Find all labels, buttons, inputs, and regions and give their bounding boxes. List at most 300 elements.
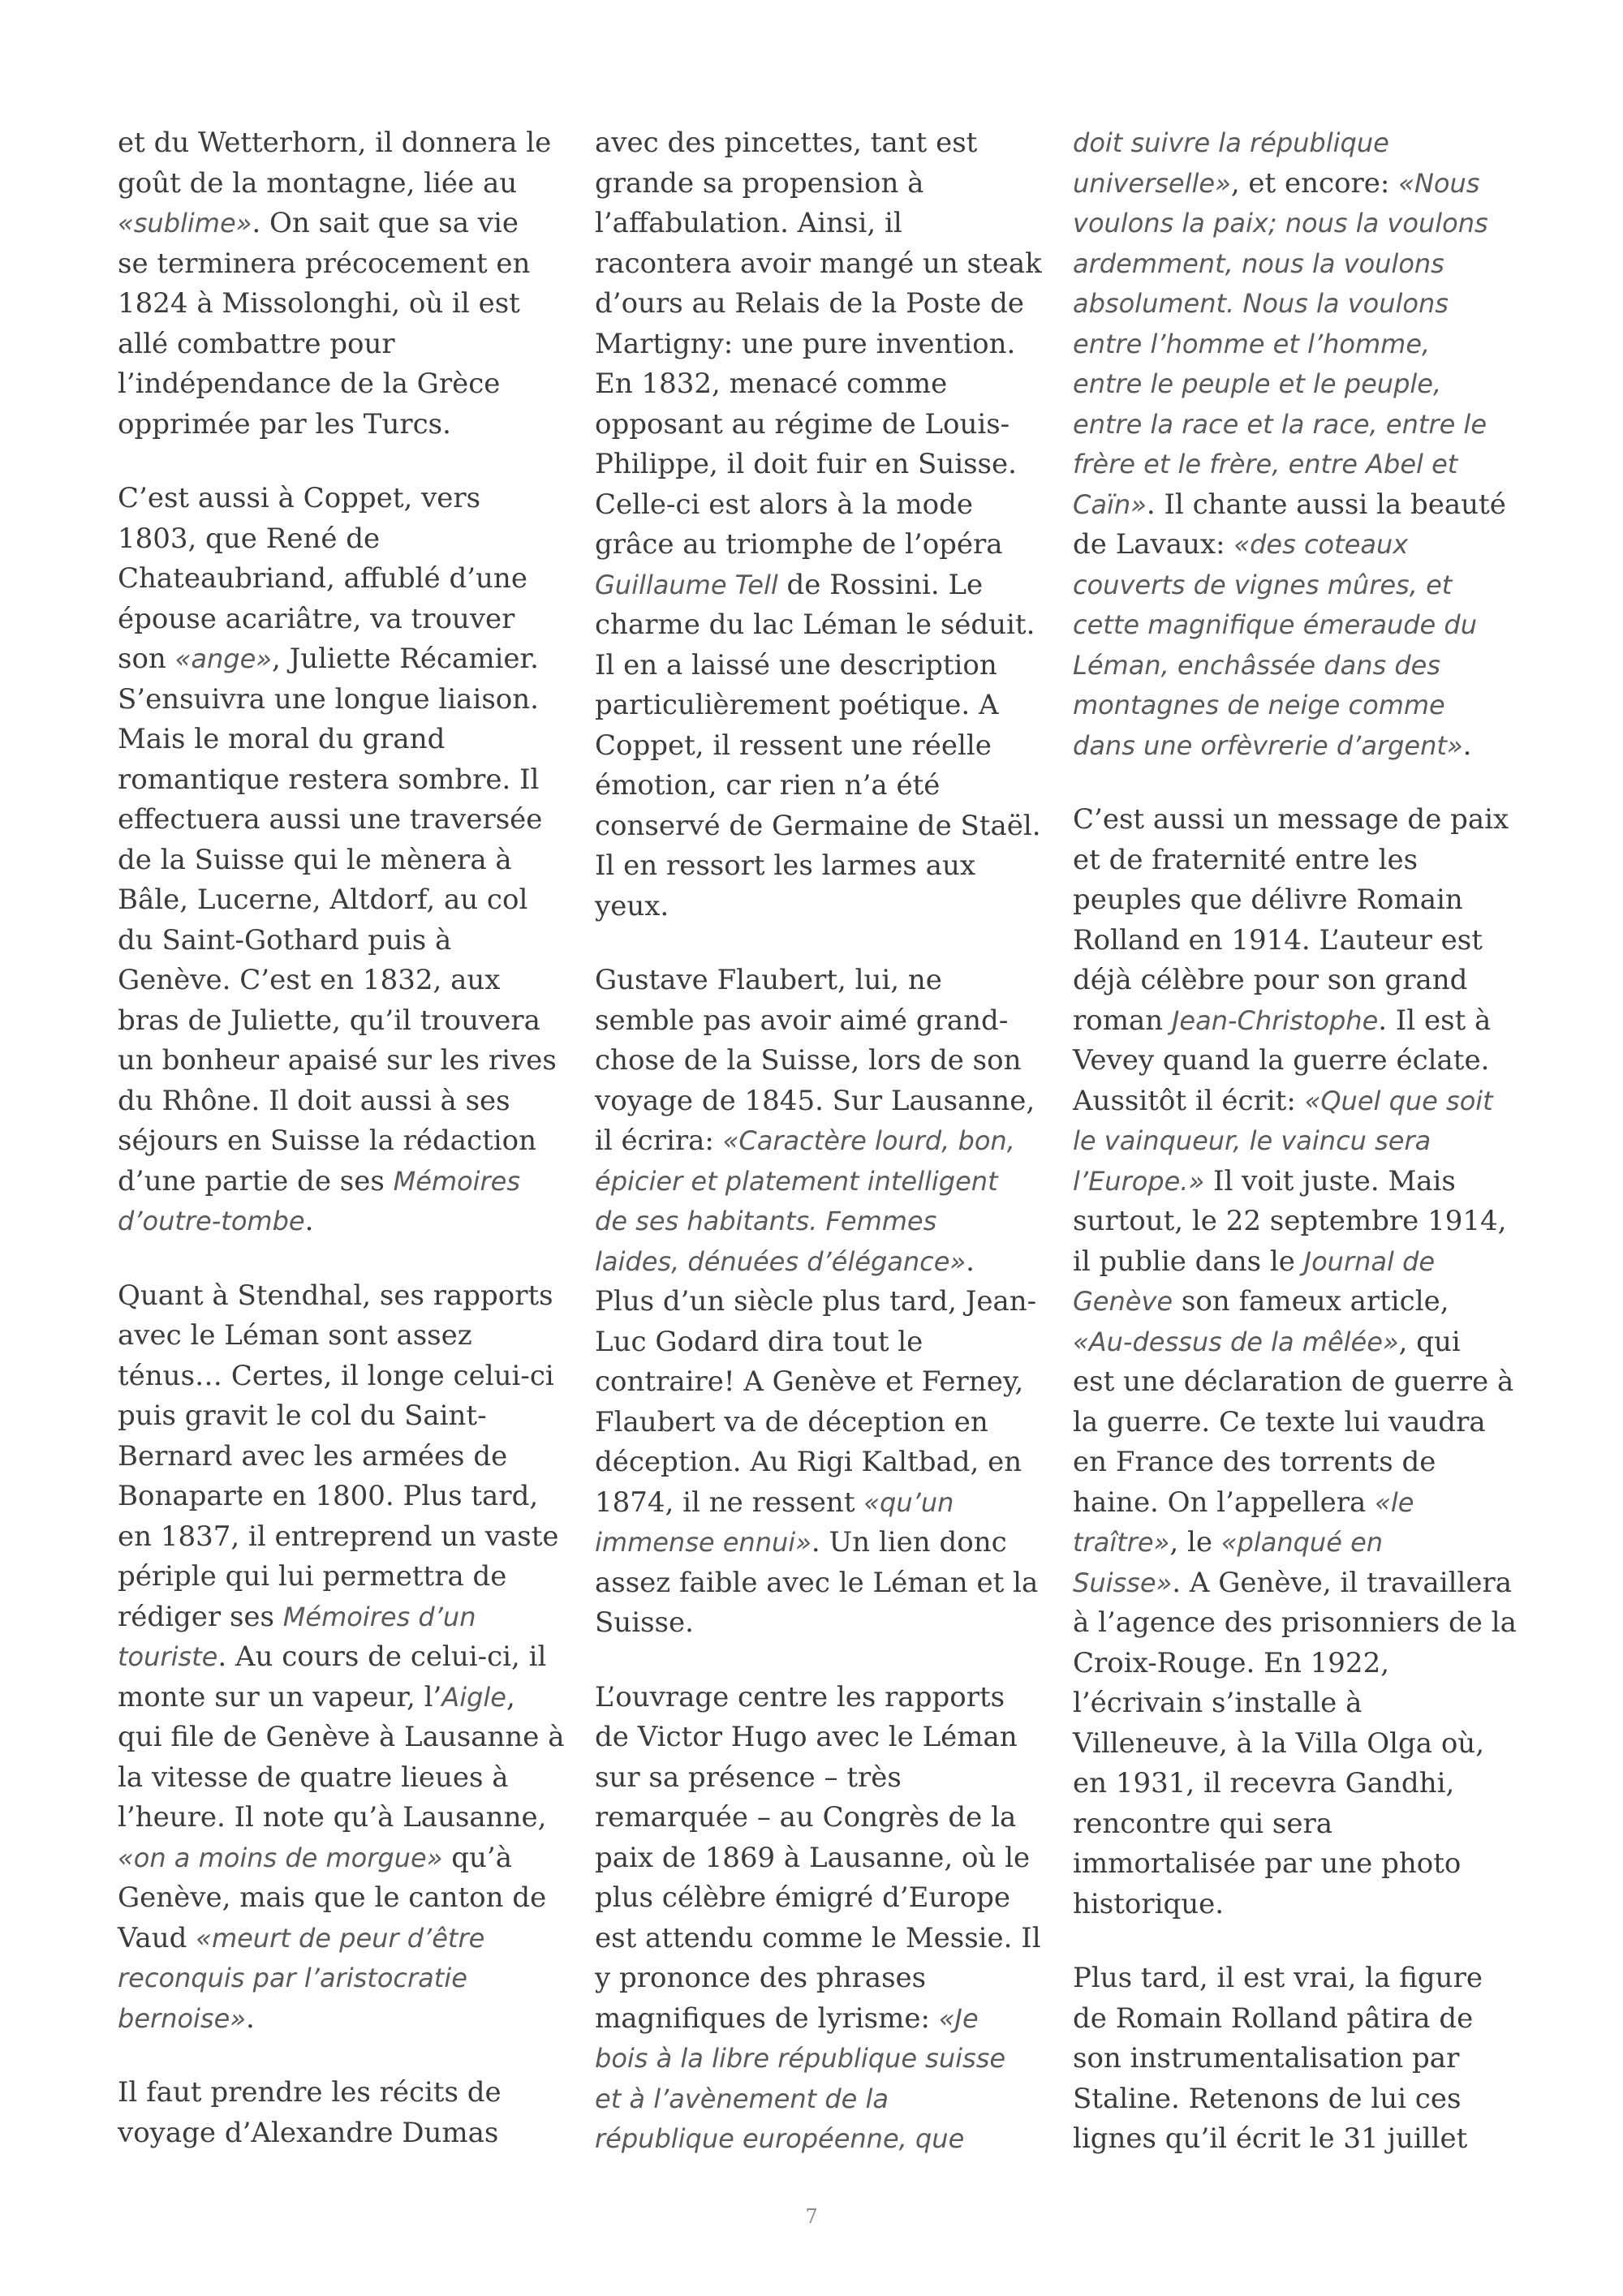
text-line bbox=[595, 1041, 1042, 1081]
italic-text: Léman, enchâssée dans des bbox=[1073, 649, 1440, 681]
text-line bbox=[1073, 164, 1517, 204]
text-run: . bbox=[1462, 729, 1472, 762]
text-run: ténus… Certes, il longe celui-ci bbox=[118, 1359, 554, 1392]
text-line bbox=[1073, 1603, 1517, 1644]
text-run: contraire! A Genève et Ferney, bbox=[595, 1365, 1024, 1398]
text-line bbox=[595, 2079, 1042, 2120]
text-run: Martigny: une pure invention. bbox=[595, 327, 1016, 360]
text-line bbox=[1073, 1162, 1517, 1202]
text-line bbox=[595, 204, 1042, 244]
text-line bbox=[118, 639, 565, 680]
text-line bbox=[118, 1437, 565, 1477]
text-run: et du Wetterhorn, il donnera le bbox=[118, 127, 552, 159]
text-line bbox=[595, 284, 1042, 325]
text-line bbox=[118, 720, 565, 760]
text-line bbox=[595, 1403, 1042, 1443]
text-run: en France des torrents de bbox=[1073, 1446, 1436, 1478]
text-line bbox=[118, 800, 565, 841]
text-run: Rolland en 1914. L’auteur est bbox=[1073, 923, 1483, 957]
text-run: Mais le moral du grand bbox=[118, 723, 446, 755]
text-run: roman bbox=[1073, 1004, 1172, 1037]
text-run: semble pas avoir aimé grand- bbox=[595, 1004, 1009, 1037]
text-run: en 1837, il entreprend un vaste bbox=[118, 1520, 559, 1553]
text-line bbox=[118, 1081, 565, 1122]
text-line bbox=[595, 846, 1042, 887]
text-run: paix de 1869 à Lausanne, où le bbox=[595, 1841, 1031, 1874]
text-run: un bonheur apaisé sur les rives bbox=[118, 1044, 557, 1077]
text-line bbox=[595, 1282, 1042, 1322]
text-run: du Rhône. Il doit aussi à ses bbox=[118, 1084, 510, 1117]
text-line bbox=[595, 605, 1042, 646]
text-line bbox=[595, 686, 1042, 726]
text-line bbox=[1073, 1999, 1517, 2040]
text-line bbox=[595, 806, 1042, 847]
text-line bbox=[595, 123, 1042, 164]
text-run: plus célèbre émigré d’Europe bbox=[595, 1881, 1010, 1914]
text-line bbox=[595, 405, 1042, 445]
text-run: Chateaubriand, affublé d’une bbox=[118, 562, 527, 595]
italic-text: «Au-dessus de la mêlée» bbox=[1073, 1326, 1399, 1357]
text-line bbox=[1073, 1958, 1517, 1999]
text-line bbox=[595, 2039, 1042, 2079]
text-run: la guerre. Ce texte lui vaudra bbox=[1073, 1405, 1486, 1438]
text-run: puis gravit le col du Saint- bbox=[118, 1400, 487, 1432]
text-line bbox=[595, 1322, 1042, 1363]
text-run: voyage d’Alexandre Dumas bbox=[118, 2116, 499, 2149]
italic-text: entre le peuple et le peuple, bbox=[1073, 368, 1442, 399]
text-run: particulièrement poétique. A bbox=[595, 689, 999, 721]
text-line bbox=[595, 1999, 1042, 2040]
text-line bbox=[595, 1081, 1042, 1122]
text-run: émotion, car rien n’a été bbox=[595, 769, 941, 802]
text-line bbox=[1073, 961, 1517, 1001]
text-line bbox=[118, 1557, 565, 1597]
italic-text: voulons la paix; nous la voulons bbox=[1073, 208, 1488, 239]
text-run: Bernard avec les armées de bbox=[118, 1439, 508, 1473]
text-run: Il en a laissé une description bbox=[595, 648, 997, 681]
italic-text: Suisse» bbox=[1073, 1567, 1173, 1598]
italic-text: Caïn» bbox=[1073, 488, 1147, 520]
text-line bbox=[1073, 1081, 1517, 1122]
text-run: immortalisée par une photo bbox=[1073, 1847, 1462, 1880]
text-line bbox=[595, 244, 1042, 285]
italic-text: Genève bbox=[1073, 1286, 1173, 1317]
text-line bbox=[1073, 1683, 1517, 1724]
italic-text: république européenne, que bbox=[595, 2123, 965, 2154]
text-run: conservé de Germaine de Staël. bbox=[595, 809, 1041, 842]
text-line bbox=[118, 1999, 565, 2040]
text-run: qu’à bbox=[442, 1841, 512, 1874]
text-line bbox=[1073, 1804, 1517, 1845]
paragraph bbox=[118, 2073, 565, 2153]
text-line bbox=[1073, 1121, 1517, 1162]
text-run: Il faut prendre les récits de bbox=[118, 2076, 502, 2109]
italic-text: reconquis par l’aristocratie bbox=[118, 1963, 467, 1993]
text-line bbox=[595, 445, 1042, 485]
text-run: et de fraternité entre les bbox=[1073, 843, 1419, 876]
text-line bbox=[595, 164, 1042, 204]
text-run: , bbox=[506, 1680, 515, 1713]
text-run: est une déclaration de guerre à bbox=[1073, 1365, 1514, 1398]
text-line bbox=[118, 1678, 565, 1718]
text-line bbox=[595, 1523, 1042, 1563]
text-run: l’écrivain s’installe à bbox=[1073, 1687, 1363, 1719]
text-line bbox=[595, 325, 1042, 365]
text-run: Luc Godard dira tout le bbox=[595, 1325, 923, 1358]
paragraph bbox=[1073, 123, 1517, 766]
text-line bbox=[118, 1121, 565, 1162]
text-run: Villeneuve, à la Villa Olga où, bbox=[1073, 1726, 1485, 1760]
text-line bbox=[118, 880, 565, 921]
text-line bbox=[118, 1357, 565, 1397]
text-line bbox=[1073, 2079, 1517, 2120]
text-line bbox=[595, 961, 1042, 1001]
text-line bbox=[1073, 1403, 1517, 1443]
italic-text: «on a moins de morgue» bbox=[118, 1842, 443, 1873]
text-line bbox=[1073, 1844, 1517, 1885]
text-line bbox=[1073, 244, 1517, 285]
text-run: . Il chante aussi la beauté bbox=[1146, 488, 1506, 521]
text-run: de Lavaux: bbox=[1073, 528, 1234, 561]
text-run: Vaud bbox=[118, 1921, 196, 1954]
text-run: Bonaparte en 1800. Plus tard, bbox=[118, 1480, 539, 1512]
paragraph bbox=[1073, 800, 1517, 1924]
text-line bbox=[1073, 1644, 1517, 1684]
text-run: épouse acariâtre, va trouver bbox=[118, 602, 515, 635]
italic-text: montagnes de neige comme bbox=[1073, 690, 1445, 720]
page-number: 7 bbox=[805, 2205, 818, 2228]
italic-text: le vainqueur, le vaincu sera bbox=[1073, 1125, 1431, 1156]
text-run: S’ensuivra une longue liaison. bbox=[118, 682, 539, 716]
text-column-2 bbox=[595, 123, 1042, 2194]
text-line bbox=[118, 1202, 565, 1242]
text-line bbox=[595, 766, 1042, 806]
text-run: 1803, que René de bbox=[118, 522, 381, 555]
italic-text: universelle» bbox=[1073, 167, 1231, 199]
text-line bbox=[1073, 921, 1517, 961]
text-run: rencontre qui sera bbox=[1073, 1807, 1332, 1840]
text-run: 1874, il ne ressent bbox=[595, 1486, 864, 1519]
italic-text: bois à la libre république suisse bbox=[595, 2043, 1006, 2074]
text-line bbox=[595, 1838, 1042, 1879]
text-line bbox=[1073, 605, 1517, 646]
text-line bbox=[1073, 1242, 1517, 1283]
text-line bbox=[1073, 565, 1517, 606]
text-line bbox=[1073, 123, 1517, 164]
italic-text: «Je bbox=[938, 2002, 979, 2034]
text-line bbox=[118, 123, 565, 164]
text-run: de la Suisse qui le mènera à bbox=[118, 843, 512, 876]
text-run: monte sur un vapeur, l’ bbox=[118, 1680, 442, 1713]
text-run: Croix-Rouge. En 1922, bbox=[1073, 1646, 1390, 1679]
text-line bbox=[118, 1316, 565, 1357]
italic-text: absolument. Nous la voulons bbox=[1073, 288, 1449, 319]
text-run: Flaubert va de déception en bbox=[595, 1405, 988, 1438]
text-run: goût de la montagne, liée au bbox=[118, 166, 518, 200]
text-line bbox=[118, 1958, 565, 1999]
text-line bbox=[1073, 1001, 1517, 1042]
text-line bbox=[1073, 1563, 1517, 1604]
text-line bbox=[118, 1798, 565, 1838]
text-run: romantique restera sombre. Il bbox=[118, 763, 540, 796]
text-line bbox=[118, 1718, 565, 1758]
text-run: . bbox=[966, 1245, 975, 1278]
text-run: d’ours au Relais de la Poste de bbox=[595, 287, 1024, 320]
text-line bbox=[1073, 1523, 1517, 1563]
italic-text: «Nous bbox=[1398, 167, 1480, 199]
text-line bbox=[118, 559, 565, 600]
italic-text: «ange» bbox=[174, 643, 273, 674]
text-run: Plus d’un siècle plus tard, Jean- bbox=[595, 1285, 1037, 1318]
italic-text: d’outre-tombe bbox=[118, 1206, 305, 1236]
text-run: Bâle, Lucerne, Altdorf, au col bbox=[118, 884, 528, 916]
text-line bbox=[1073, 485, 1517, 526]
text-line bbox=[118, 921, 565, 961]
text-line bbox=[118, 961, 565, 1001]
italic-text: frère et le frère, entre Abel et bbox=[1073, 449, 1458, 479]
text-run: son fameux article, bbox=[1173, 1285, 1449, 1318]
text-line bbox=[1073, 1322, 1517, 1363]
text-run: . A Genève, il travaillera bbox=[1172, 1566, 1512, 1599]
text-line bbox=[118, 760, 565, 801]
text-line bbox=[595, 364, 1042, 405]
italic-text: cette magnifique émeraude du bbox=[1073, 609, 1477, 640]
text-line bbox=[595, 1878, 1042, 1919]
text-run: . Il est à bbox=[1378, 1004, 1492, 1037]
italic-text: doit suivre la république bbox=[1073, 127, 1389, 158]
text-run: l’indépendance de la Grèce bbox=[118, 368, 501, 400]
text-line bbox=[595, 1362, 1042, 1403]
text-run: déjà célèbre pour son grand bbox=[1073, 964, 1468, 996]
italic-text: Mémoires bbox=[393, 1165, 521, 1197]
text-line bbox=[595, 1242, 1042, 1283]
text-run: allé combattre pour bbox=[118, 327, 395, 360]
text-line bbox=[1073, 1443, 1517, 1483]
italic-text: «sublime» bbox=[118, 208, 252, 239]
text-run: peuples que délivre Romain bbox=[1073, 884, 1463, 916]
text-line bbox=[595, 525, 1042, 565]
italic-text: «qu’un bbox=[863, 1486, 954, 1518]
text-run: de Rossini. Le bbox=[777, 568, 984, 601]
text-line bbox=[595, 1718, 1042, 1758]
text-run: il écrira: bbox=[595, 1124, 723, 1157]
text-run: son instrumentalisation par bbox=[1073, 2042, 1460, 2075]
text-line bbox=[1073, 1724, 1517, 1765]
paragraph bbox=[595, 961, 1042, 1644]
italic-text: «le bbox=[1375, 1486, 1414, 1518]
text-line bbox=[1073, 325, 1517, 365]
text-run: , Juliette Récamier. bbox=[272, 643, 539, 675]
text-line bbox=[595, 565, 1042, 606]
text-line bbox=[118, 1517, 565, 1558]
text-line bbox=[1073, 841, 1517, 881]
text-column-3 bbox=[1073, 123, 1517, 2194]
text-line bbox=[595, 1958, 1042, 1999]
text-line bbox=[1073, 1885, 1517, 1925]
text-run: racontera avoir mangé un steak bbox=[595, 247, 1042, 280]
text-run: la vitesse de quatre lieues à bbox=[118, 1761, 509, 1794]
text-line bbox=[1073, 405, 1517, 445]
text-line bbox=[118, 600, 565, 640]
text-line bbox=[595, 646, 1042, 686]
text-run: Il en ressort les larmes aux bbox=[595, 849, 976, 882]
text-run: séjours en Suisse la rédaction bbox=[118, 1124, 537, 1157]
italic-text: et à l’avènement de la bbox=[595, 2083, 889, 2114]
text-line bbox=[595, 1678, 1042, 1718]
text-line bbox=[118, 364, 565, 405]
text-run: se terminera précocement en bbox=[118, 247, 531, 280]
text-run: à l’agence des prisonniers de la bbox=[1073, 1606, 1517, 1639]
text-line bbox=[1073, 445, 1517, 485]
text-run: il publie dans le bbox=[1073, 1245, 1304, 1278]
text-line bbox=[118, 284, 565, 325]
text-run: périple qui lui permettra de bbox=[118, 1560, 507, 1593]
text-line bbox=[1073, 284, 1517, 325]
text-run: . Au cours de celui-ci, il bbox=[217, 1640, 547, 1673]
text-line bbox=[118, 244, 565, 285]
text-run: haine. On l’appellera bbox=[1073, 1486, 1375, 1519]
text-run: l’affabulation. Ainsi, il bbox=[595, 207, 902, 239]
text-run: Staline. Retenons de lui ces bbox=[1073, 2082, 1462, 2115]
text-line bbox=[118, 1878, 565, 1919]
text-line bbox=[118, 1838, 565, 1879]
text-run: qui file de Genève à Lausanne à bbox=[118, 1721, 565, 1753]
text-line bbox=[595, 1919, 1042, 1959]
text-run: . Un lien donc bbox=[811, 1526, 1007, 1559]
text-line bbox=[1073, 1362, 1517, 1403]
text-line bbox=[1073, 800, 1517, 841]
text-run: opposant au régime de Louis- bbox=[595, 407, 1010, 441]
text-line bbox=[595, 1603, 1042, 1644]
text-run: Celle-ci est alors à la mode bbox=[595, 488, 974, 521]
italic-text: immense ennui» bbox=[595, 1527, 812, 1558]
text-run: en 1931, il recevra Gandhi, bbox=[1073, 1767, 1455, 1799]
text-line bbox=[118, 1162, 565, 1202]
italic-text: «Caractère lourd, bon, bbox=[722, 1125, 1015, 1156]
text-run: assez faible avec le Léman et la bbox=[595, 1566, 1039, 1599]
text-run: . bbox=[246, 2001, 255, 2035]
text-run: y prononce des phrases bbox=[595, 1962, 927, 1994]
italic-text: l’Europe.» bbox=[1073, 1165, 1205, 1197]
text-run: Suisse. bbox=[595, 1606, 694, 1639]
text-run: . On sait que sa vie bbox=[252, 207, 519, 239]
paragraph bbox=[595, 1678, 1042, 2160]
text-run: remarquée – au Congrès de la bbox=[595, 1801, 1017, 1834]
text-run: rédiger ses bbox=[118, 1600, 283, 1633]
italic-text: épicier et platement intelligent bbox=[595, 1165, 998, 1197]
text-run: . bbox=[304, 1205, 314, 1237]
italic-text: entre l’homme et l’homme, bbox=[1073, 328, 1431, 359]
text-run: Genève, mais que le canton de bbox=[118, 1881, 547, 1914]
italic-text: Mémoires d’un bbox=[282, 1601, 476, 1632]
text-run: historique. bbox=[1073, 1887, 1225, 1920]
text-line bbox=[118, 1919, 565, 1959]
italic-text: de ses habitants. Femmes bbox=[595, 1206, 937, 1236]
text-column-1 bbox=[118, 123, 565, 2187]
text-line bbox=[595, 1758, 1042, 1799]
text-run: Plus tard, il est vrai, la figure bbox=[1073, 1962, 1483, 1994]
text-line bbox=[118, 479, 565, 519]
text-run: l’heure. Il note qu’à Lausanne, bbox=[118, 1801, 547, 1834]
text-line bbox=[118, 841, 565, 881]
text-run: lignes qu’il écrit le 31 juillet bbox=[1073, 2122, 1468, 2155]
text-line bbox=[1073, 686, 1517, 726]
text-line bbox=[595, 1483, 1042, 1524]
text-run: , qui bbox=[1398, 1325, 1461, 1358]
text-line bbox=[595, 1202, 1042, 1242]
text-line bbox=[118, 680, 565, 720]
italic-text: «planqué en bbox=[1220, 1527, 1384, 1558]
text-line bbox=[595, 1798, 1042, 1838]
text-line bbox=[118, 164, 565, 204]
italic-text: ardemment, nous la voulons bbox=[1073, 247, 1444, 279]
text-run: voyage de 1845. Sur Lausanne, bbox=[595, 1084, 1035, 1117]
text-line bbox=[1073, 880, 1517, 921]
paragraph bbox=[118, 1276, 565, 2040]
text-line bbox=[1073, 204, 1517, 244]
text-run: magnifiques de lyrisme: bbox=[595, 2001, 939, 2035]
italic-text: Aigle bbox=[441, 1681, 506, 1713]
text-run: son bbox=[118, 643, 175, 675]
italic-text: Jean-Christophe bbox=[1171, 1004, 1379, 1036]
text-run: opprimée par les Turcs. bbox=[118, 407, 451, 441]
text-run: bras de Juliette, qu’il trouvera bbox=[118, 1004, 540, 1037]
text-run: effectuera aussi une traversée bbox=[118, 803, 543, 836]
text-run: avec le Léman sont assez bbox=[118, 1319, 472, 1352]
text-run: grande sa propension à bbox=[595, 166, 924, 200]
paragraph bbox=[595, 123, 1042, 927]
text-run: Il voit juste. Mais bbox=[1204, 1164, 1456, 1197]
paragraph bbox=[118, 479, 565, 1242]
italic-text: Guillaume Tell bbox=[595, 569, 778, 600]
text-line bbox=[118, 1637, 565, 1678]
italic-text: traître» bbox=[1073, 1527, 1170, 1558]
text-line bbox=[1073, 525, 1517, 565]
text-run: Quant à Stendhal, ses rapports bbox=[118, 1279, 553, 1312]
text-line bbox=[1073, 1202, 1517, 1242]
text-line bbox=[1073, 1483, 1517, 1524]
italic-text: couverts de vignes mûres, et bbox=[1073, 569, 1453, 600]
text-line bbox=[1073, 646, 1517, 686]
italic-text: «des coteaux bbox=[1233, 529, 1409, 560]
text-line bbox=[118, 405, 565, 445]
text-run: , le bbox=[1169, 1526, 1221, 1559]
text-run: de Victor Hugo avec le Léman bbox=[595, 1721, 1018, 1753]
text-line bbox=[595, 485, 1042, 526]
text-run: Coppet, il ressent une réelle bbox=[595, 729, 992, 762]
text-run: est attendu comme le Messie. Il bbox=[595, 1921, 1041, 1954]
text-line bbox=[118, 325, 565, 365]
text-run: C’est aussi un message de paix bbox=[1073, 803, 1509, 836]
italic-text: touriste bbox=[118, 1641, 218, 1672]
text-run: , et encore: bbox=[1230, 166, 1399, 200]
text-line bbox=[595, 726, 1042, 767]
italic-text: entre la race et la race, entre le bbox=[1073, 408, 1487, 440]
italic-text: Journal de bbox=[1303, 1245, 1436, 1277]
italic-text: «Quel que soit bbox=[1304, 1085, 1493, 1116]
text-line bbox=[118, 1477, 565, 1517]
text-run: avec des pincettes, tant est bbox=[595, 127, 978, 159]
text-line bbox=[595, 1443, 1042, 1483]
text-line bbox=[118, 204, 565, 244]
italic-text: «meurt de peur d’être bbox=[196, 1922, 485, 1954]
text-run: Genève. C’est en 1832, aux bbox=[118, 964, 501, 996]
text-line bbox=[118, 1597, 565, 1638]
paragraph bbox=[1073, 1958, 1517, 2160]
text-run: de Romain Rolland pâtira de bbox=[1073, 2001, 1474, 2035]
text-line bbox=[118, 2113, 565, 2154]
text-line bbox=[1073, 2039, 1517, 2079]
